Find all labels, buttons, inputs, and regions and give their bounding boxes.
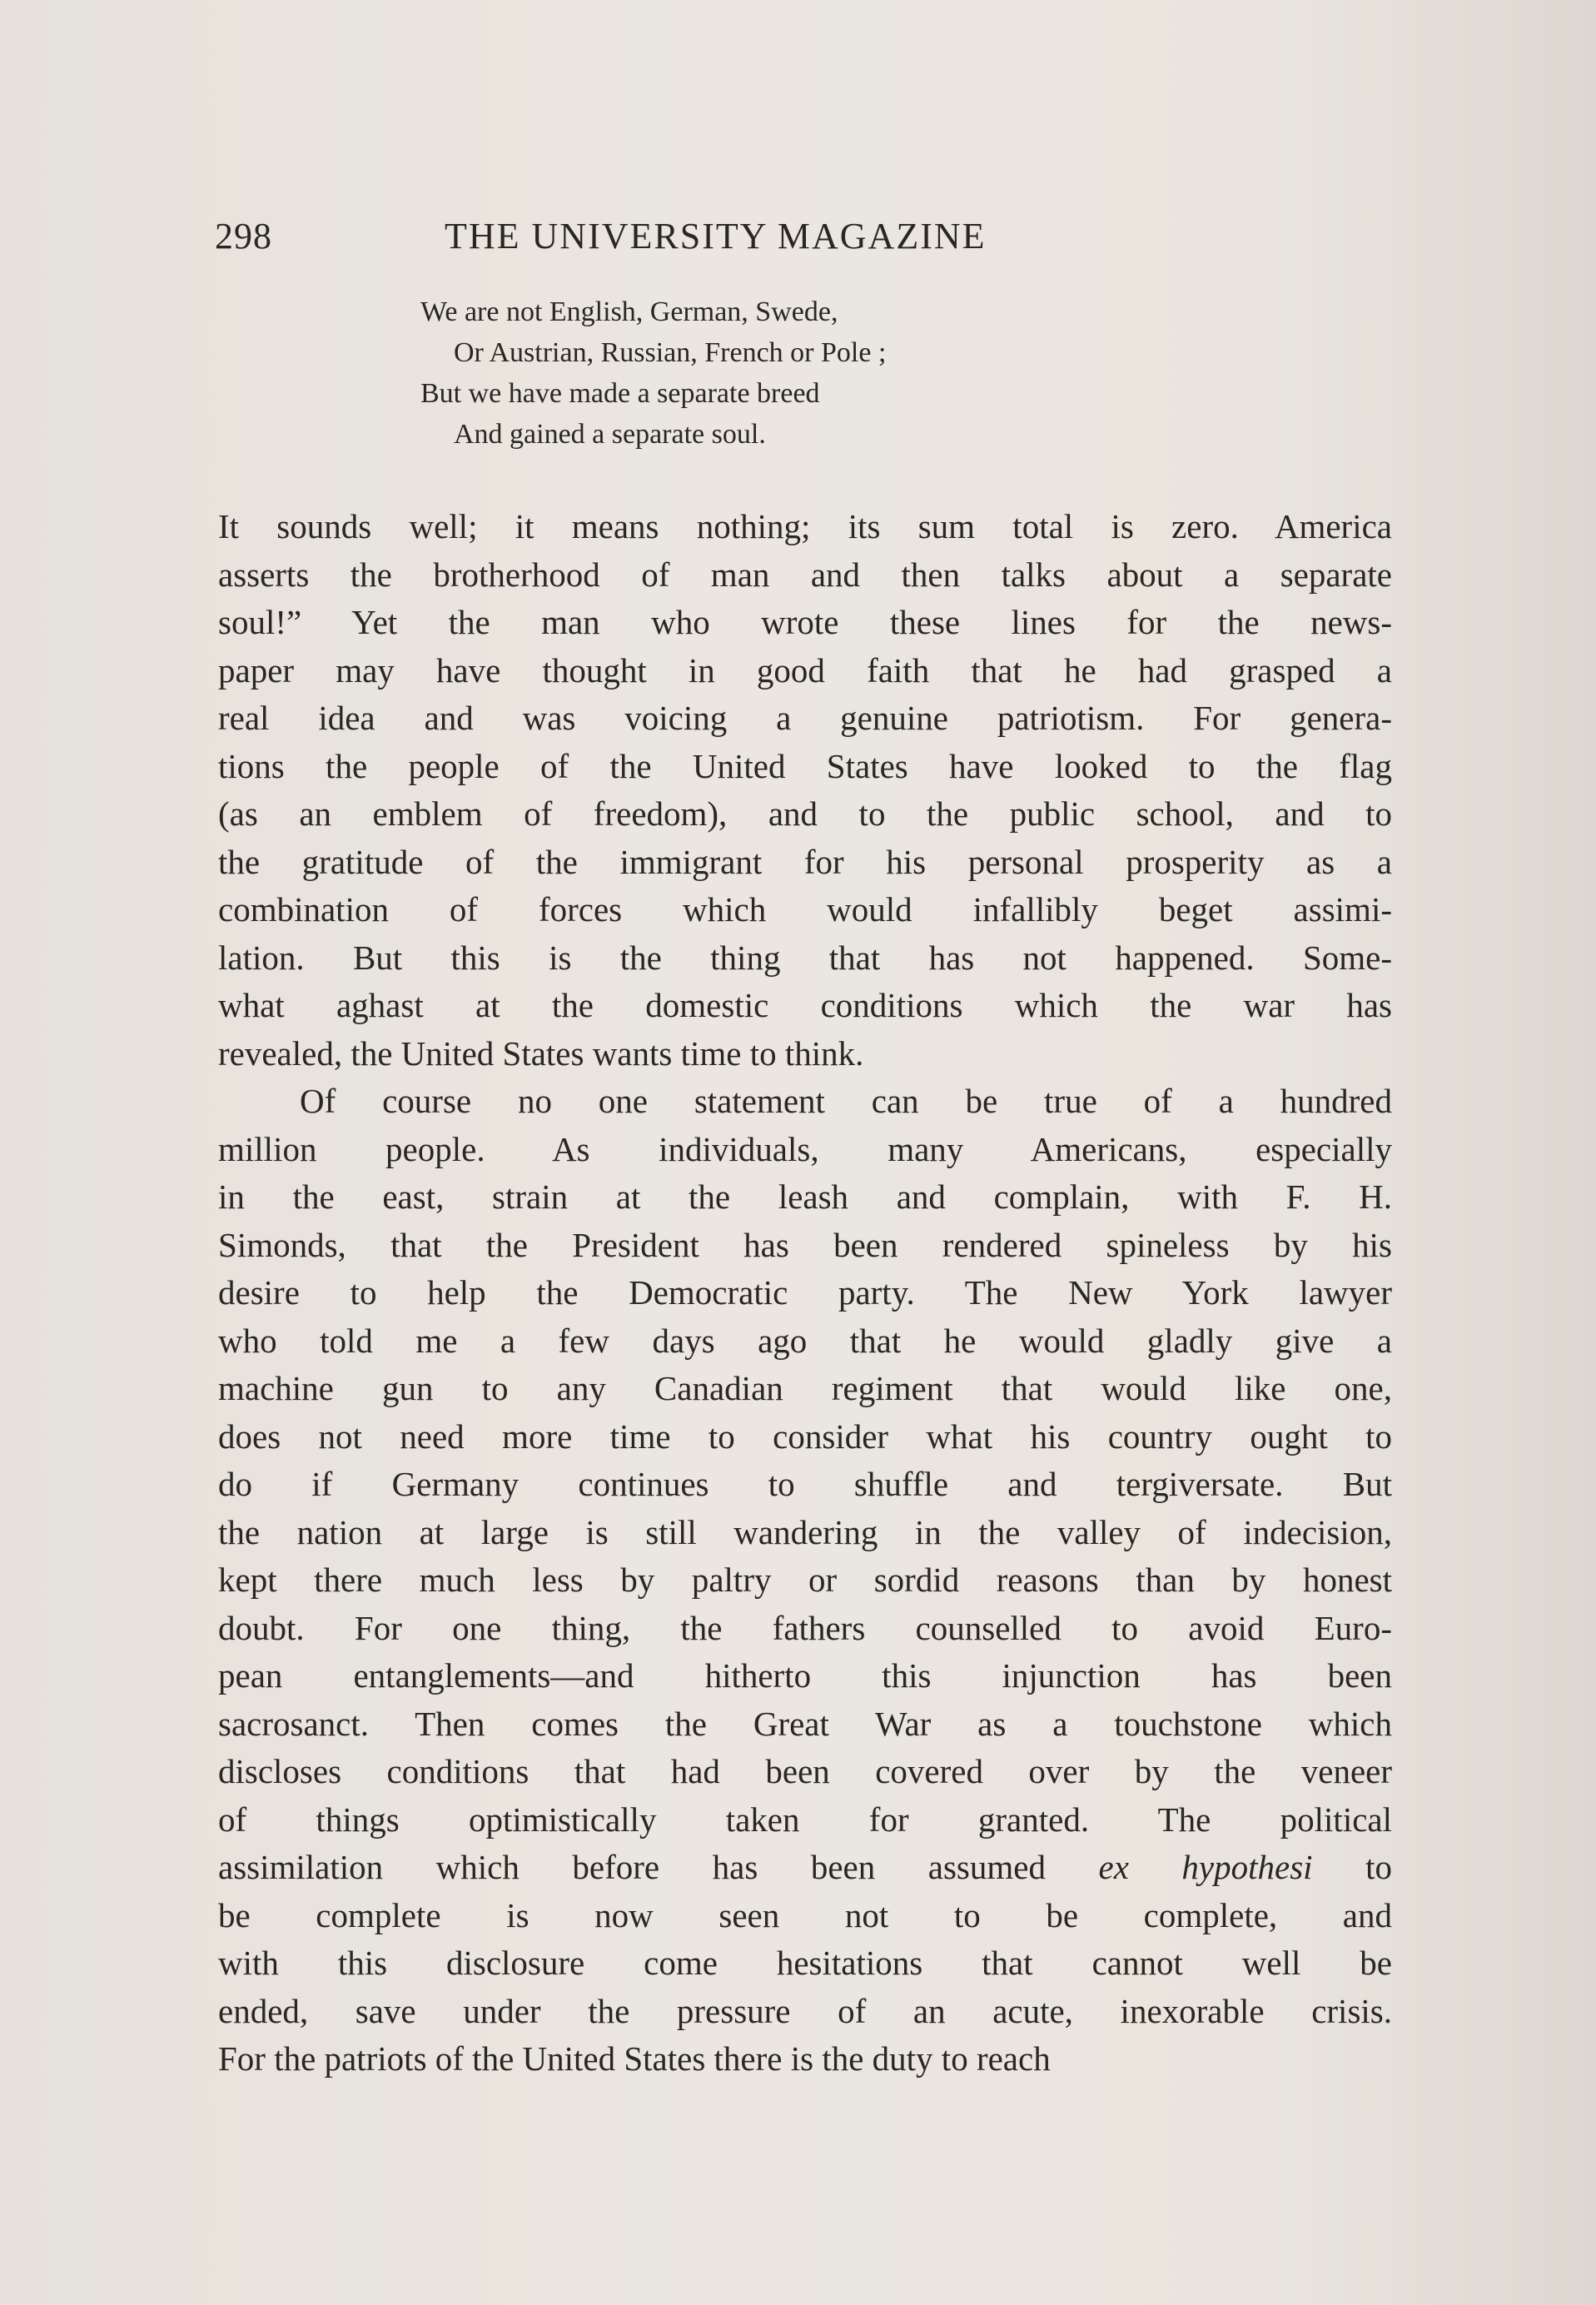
verse-line: But we have made a separate breed xyxy=(420,378,820,409)
body-line: be complete is now seen not to be complete, and xyxy=(218,1895,1392,1934)
body-line: do if Germany continues to shuffle and tergiversate. But xyxy=(218,1465,1392,1503)
body-text xyxy=(218,503,1392,2083)
body-line: tions the people of the United States have looked to the flag xyxy=(218,746,1392,785)
body-line: asserts the brotherhood of man and then talks about a separate xyxy=(218,555,1392,594)
body-line: desire to help the Democratic party. The New York lawyer xyxy=(218,1273,1392,1312)
body-line: the nation at large is still wandering in the valley of indecision, xyxy=(218,1512,1392,1551)
body-line: assimilation which before has been assumed ex hypothesi to xyxy=(218,1848,1392,1886)
body-line: Simonds, that the President has been rendered spineless by his xyxy=(218,1225,1392,1264)
body-line: million people. As individuals, many Americans, especially xyxy=(218,1129,1392,1168)
body-line: Of course no one statement can be true of a hundred xyxy=(300,1082,1392,1120)
body-line: combination of forces which would infallibly beget assimi- xyxy=(218,890,1392,928)
body-line: revealed, the United States wants time to think. xyxy=(218,1033,864,1073)
body-line: in the east, strain at the leash and complain, with F. H. xyxy=(218,1177,1392,1216)
verse-quotation xyxy=(420,291,886,455)
body-line: with this disclosure come hesitations that cannot well be xyxy=(218,1944,1392,1982)
body-line: kept there much less by paltry or sordid reasons than by honest xyxy=(218,1561,1392,1599)
body-line: machine gun to any Canadian regiment that would like one, xyxy=(218,1369,1392,1407)
verse-line: Or Austrian, Russian, French or Pole ; xyxy=(454,337,887,368)
body-line: sacrosanct. Then comes the Great War as a touchstone which xyxy=(218,1704,1392,1743)
body-line: soul!” Yet the man who wrote these lines for the news- xyxy=(218,603,1392,641)
body-line: It sounds well; it means nothing; its sum total is zero. America xyxy=(218,507,1392,545)
body-line: ended, save under the pressure of an acute, inexorable crisis. xyxy=(218,1991,1392,2030)
running-head xyxy=(215,215,1089,265)
body-line: pean entanglements—and hitherto this injunction has been xyxy=(218,1656,1392,1695)
body-line: lation. But this is the thing that has not happened. Some- xyxy=(218,938,1392,977)
verse-line: And gained a separate soul. xyxy=(454,419,766,450)
body-line: discloses conditions that had been covered over by the veneer xyxy=(218,1752,1392,1790)
body-line: real idea and was voicing a genuine patriotism. For genera- xyxy=(218,699,1392,737)
page-number: 298 xyxy=(215,216,272,256)
body-line: of things optimistically taken for granted. The political xyxy=(218,1800,1392,1839)
verse-line: We are not English, German, Swede, xyxy=(420,296,838,327)
body-line: who told me a few days ago that he would gladly give a xyxy=(218,1321,1392,1360)
body-line: does not need more time to consider what his country ought to xyxy=(218,1416,1392,1456)
body-line: For the patriots of the United States there is the duty to reach xyxy=(218,2039,1051,2078)
body-line: what aghast at the domestic conditions which the war has xyxy=(218,986,1392,1024)
body-line: paper may have thought in good faith that he had grasped a xyxy=(218,650,1392,690)
journal-title: THE UNIVERSITY MAGAZINE xyxy=(445,216,987,256)
body-line: (as an emblem of freedom), and to the public school, and to xyxy=(218,794,1392,833)
body-line: doubt. For one thing, the fathers counselled to avoid Euro- xyxy=(218,1608,1392,1647)
body-line: the gratitude of the immigrant for his personal prosperity as a xyxy=(218,842,1392,881)
